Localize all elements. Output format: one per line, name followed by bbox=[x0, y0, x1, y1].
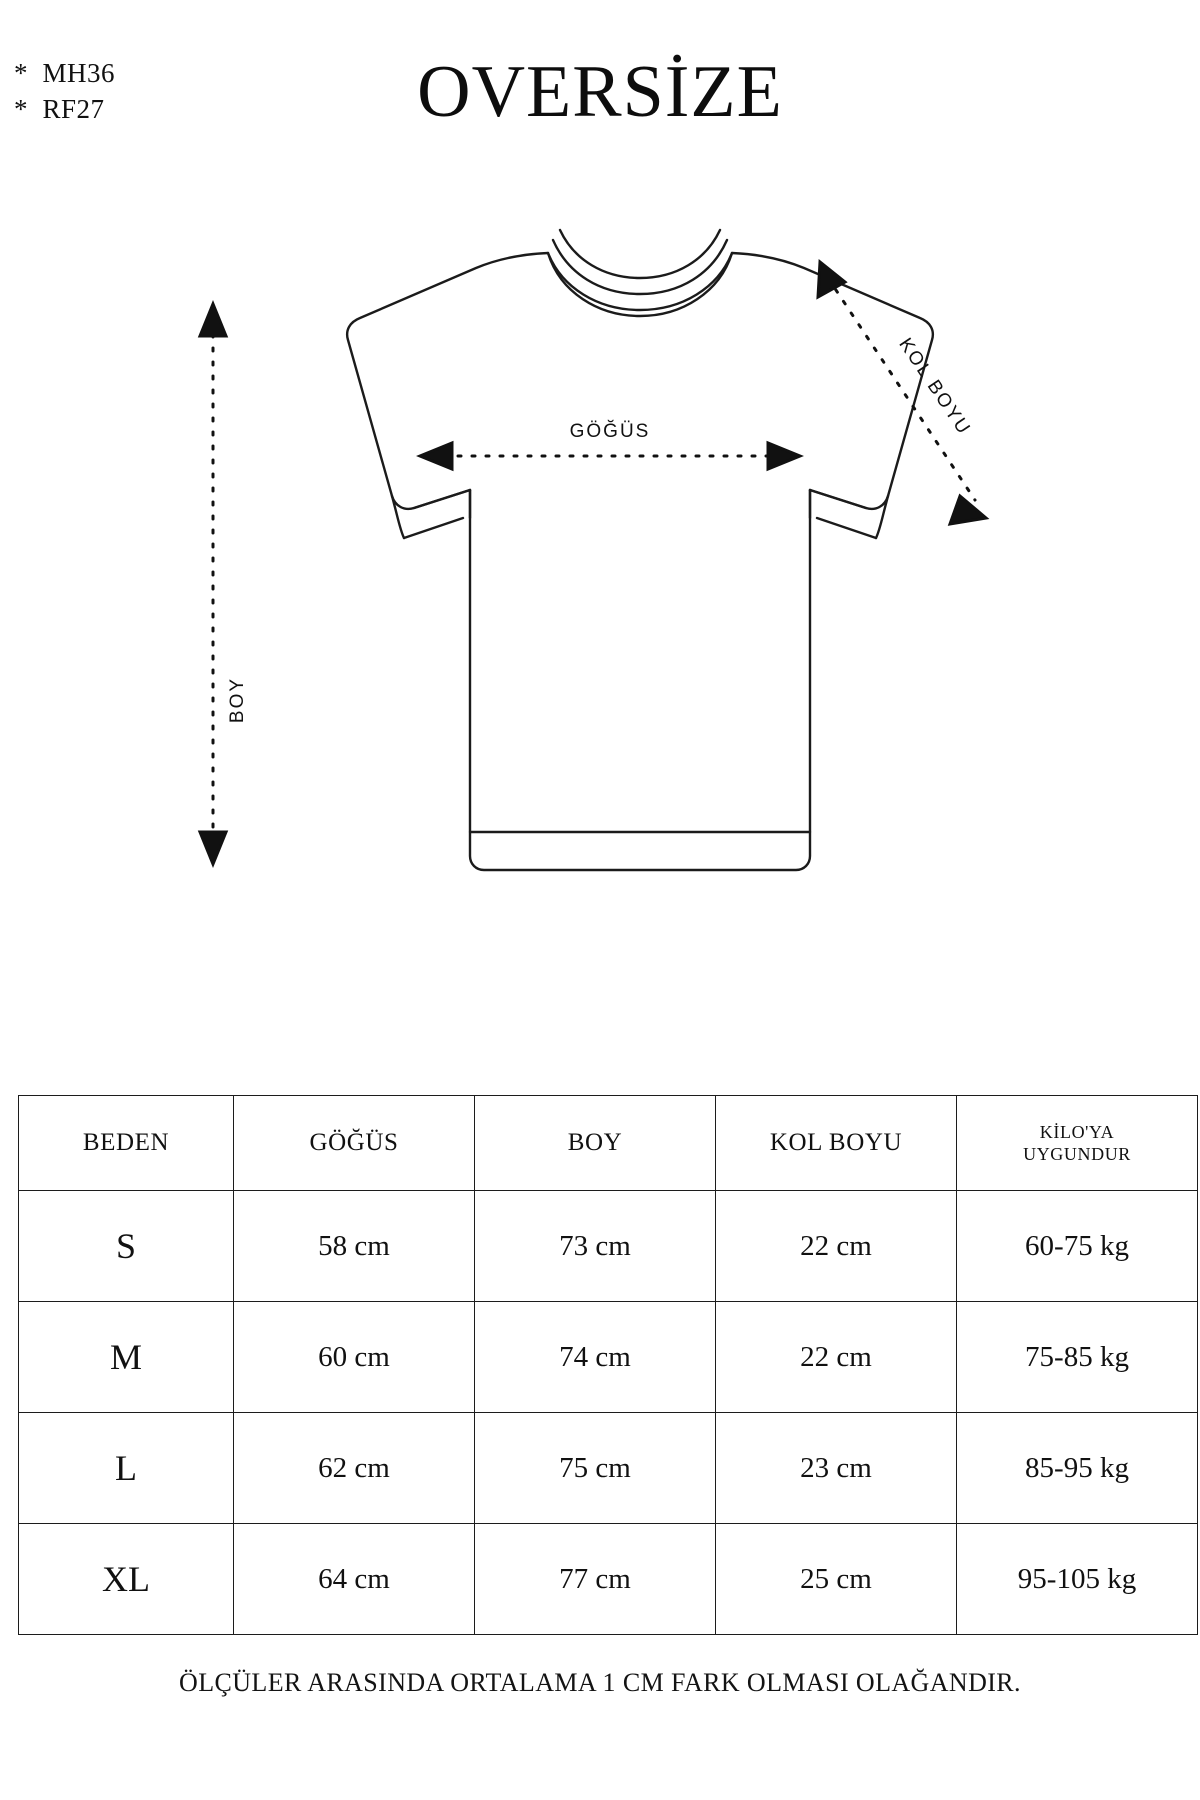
cell-beden: L bbox=[19, 1413, 234, 1524]
header-gogus: GÖĞÜS bbox=[234, 1096, 475, 1191]
cell-kilo: 85-95 kg bbox=[957, 1413, 1198, 1524]
length-measure-arrow bbox=[200, 304, 226, 864]
cell-kol: 22 cm bbox=[716, 1302, 957, 1413]
product-code-2: * RF27 bbox=[14, 94, 105, 125]
cell-kol: 25 cm bbox=[716, 1524, 957, 1635]
tshirt-diagram bbox=[0, 200, 1200, 940]
cell-boy: 74 cm bbox=[475, 1302, 716, 1413]
table-row bbox=[19, 1524, 1198, 1635]
footnote: ÖLÇÜLER ARASINDA ORTALAMA 1 CM FARK OLMASI OLAĞANDIR. bbox=[179, 1668, 1021, 1697]
tshirt-outline-icon bbox=[347, 230, 933, 870]
header-kilo-line1: KİLO'YA bbox=[1039, 1121, 1115, 1142]
header-kol-boyu: KOL BOYU bbox=[716, 1096, 957, 1191]
cell-beden: S bbox=[19, 1191, 234, 1302]
table-header-row bbox=[19, 1096, 1198, 1191]
sleeve-label: KOL BOYU bbox=[894, 334, 975, 440]
cell-gogus: 58 cm bbox=[234, 1191, 475, 1302]
cell-boy: 75 cm bbox=[475, 1413, 716, 1524]
size-table bbox=[18, 1095, 1198, 1635]
header-kilo bbox=[957, 1096, 1198, 1191]
cell-kilo: 60-75 kg bbox=[957, 1191, 1198, 1302]
header-kilo-line2: UYGUNDUR bbox=[1023, 1144, 1131, 1164]
cell-boy: 73 cm bbox=[475, 1191, 716, 1302]
cell-beden: XL bbox=[19, 1524, 234, 1635]
cell-kilo: 95-105 kg bbox=[957, 1524, 1198, 1635]
cell-beden: M bbox=[19, 1302, 234, 1413]
product-code-1: * MH36 bbox=[14, 58, 116, 88]
header-beden: BEDEN bbox=[19, 1096, 234, 1191]
cell-boy: 77 cm bbox=[475, 1524, 716, 1635]
header-boy: BOY bbox=[475, 1096, 716, 1191]
table-row bbox=[19, 1302, 1198, 1413]
page-title: OVERSİZE bbox=[417, 51, 783, 133]
cell-gogus: 64 cm bbox=[234, 1524, 475, 1635]
table-row bbox=[19, 1413, 1198, 1524]
sleeve-measure-arrow bbox=[818, 262, 986, 524]
cell-gogus: 60 cm bbox=[234, 1302, 475, 1413]
chest-measure-arrow bbox=[420, 443, 800, 469]
cell-gogus: 62 cm bbox=[234, 1413, 475, 1524]
cell-kilo: 75-85 kg bbox=[957, 1302, 1198, 1413]
table-row bbox=[19, 1191, 1198, 1302]
cell-kol: 22 cm bbox=[716, 1191, 957, 1302]
chest-label: GÖĞÜS bbox=[569, 421, 651, 442]
cell-kol: 23 cm bbox=[716, 1413, 957, 1524]
length-label: BOY bbox=[227, 676, 248, 724]
